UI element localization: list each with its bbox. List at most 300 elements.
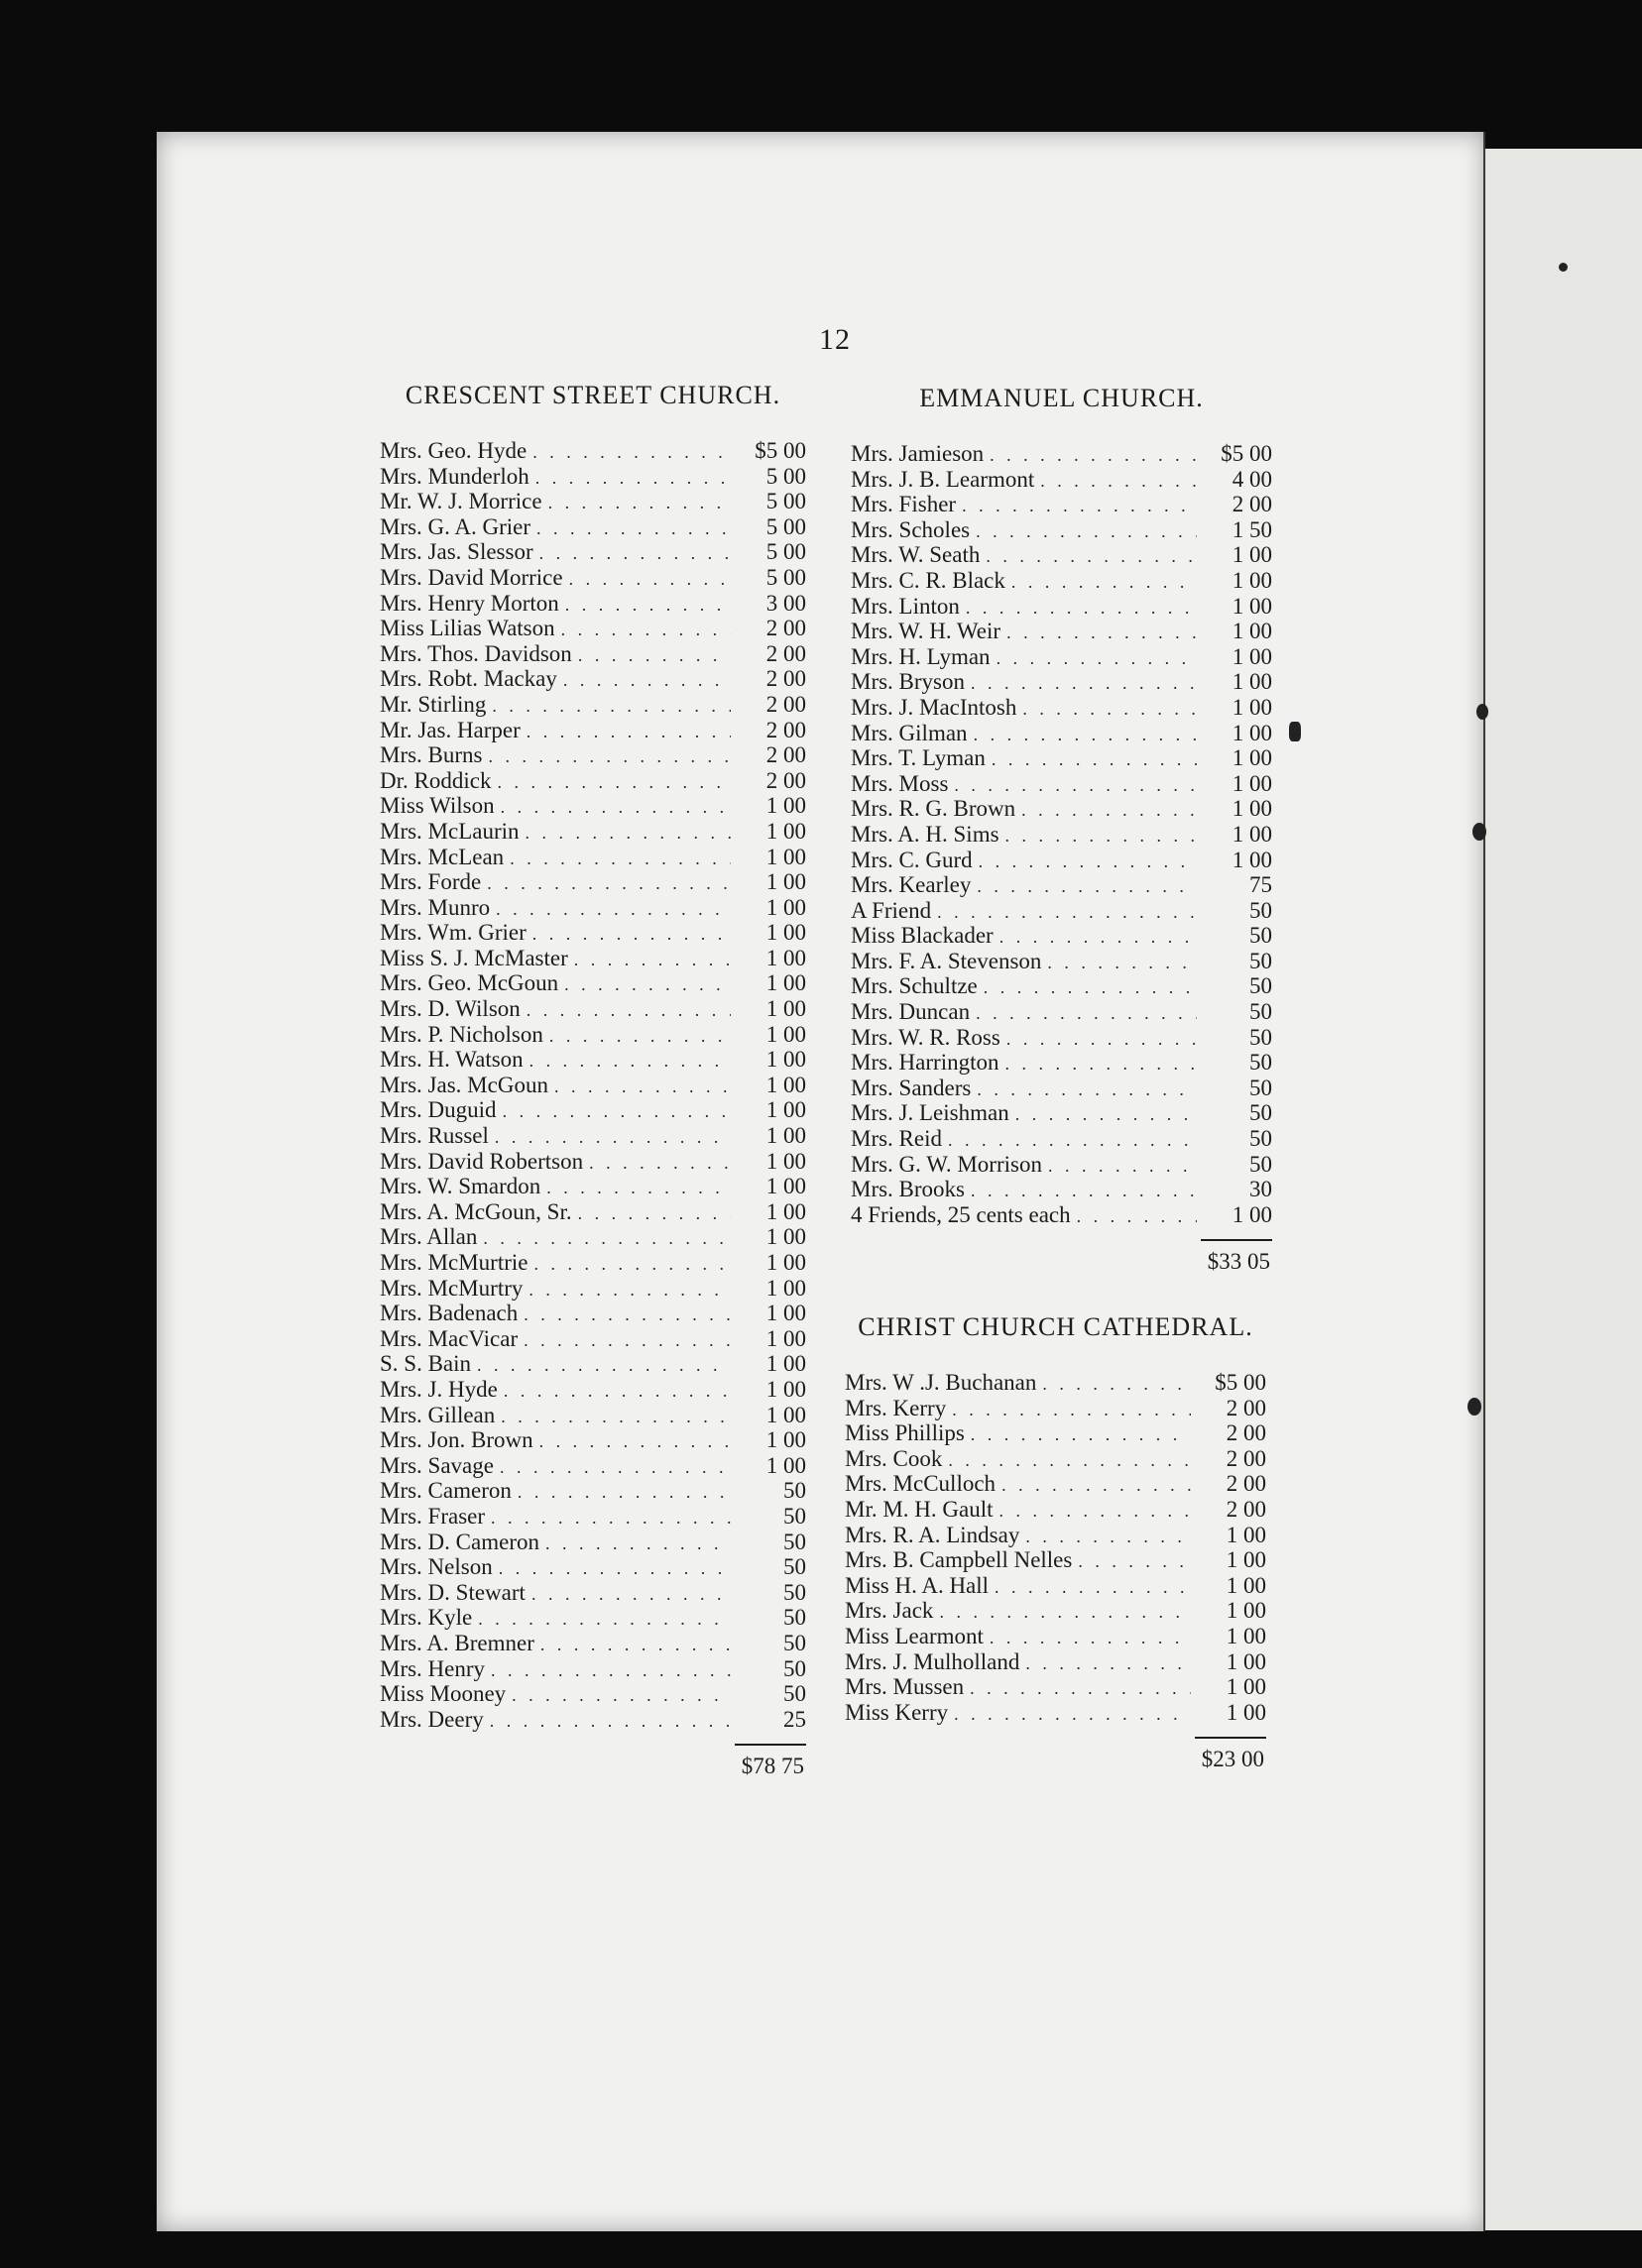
dot-leader: [1006, 621, 1197, 646]
donation-amount: 2 00: [765, 717, 806, 742]
donor-entry: [851, 973, 1272, 999]
donor-name: Mrs. Brooks: [851, 1177, 966, 1202]
dot-leader: [490, 1709, 731, 1735]
donor-name: Mrs. A. Bremner: [380, 1630, 534, 1655]
donor-name: Mrs. Cook: [845, 1445, 943, 1471]
donation-amount: 1 00: [1226, 1674, 1266, 1700]
donor-name: Mrs. Jas. Slessor: [380, 539, 533, 565]
donor-entry: [851, 745, 1272, 771]
donor-name: Mrs. W .J. Buchanan: [845, 1370, 1037, 1395]
donor-entry: [845, 1624, 1266, 1649]
donation-amount: 50: [1249, 1024, 1272, 1050]
dot-leader: [574, 948, 731, 973]
donation-amount: 1 00: [765, 1325, 806, 1351]
dot-leader: [997, 646, 1197, 672]
donor-entry: [380, 768, 806, 794]
dot-leader: [536, 516, 731, 542]
donation-amount: 50: [783, 1478, 806, 1504]
donation-amount: 1 00: [765, 1148, 806, 1174]
donor-entry: [851, 492, 1272, 517]
donation-amount: 75: [1249, 872, 1272, 898]
dot-leader: [531, 1582, 731, 1608]
section-title: EMMANUEL CHURCH.: [919, 384, 1204, 412]
donor-name: Mrs. W. H. Weir: [851, 619, 1001, 644]
dot-leader: [939, 1600, 1191, 1626]
donation-amount: 1 00: [765, 1021, 806, 1047]
dot-leader: [561, 618, 731, 643]
donor-entry: [851, 771, 1272, 797]
donor-entry: [845, 1649, 1266, 1675]
donor-entry: [851, 949, 1272, 974]
donor-entry: [380, 996, 806, 1022]
section-title: CHRIST CHURCH CATHEDRAL.: [858, 1312, 1253, 1341]
donation-amount: 50: [783, 1554, 806, 1580]
donor-name: Mrs. Schultze: [851, 973, 978, 999]
scan-speck: [1472, 823, 1486, 841]
donor-entry: [380, 1554, 806, 1580]
donor-entry: [380, 1149, 806, 1175]
donor-name: Mrs. McLean: [380, 844, 505, 869]
donor-entry: [845, 1420, 1266, 1446]
donor-entry: [380, 1681, 806, 1707]
donor-name: Mrs. Gilman: [851, 720, 968, 745]
donation-amount: 1 00: [765, 869, 806, 895]
dot-leader: [966, 596, 1197, 622]
donor-entry: [851, 1050, 1272, 1076]
dot-leader: [478, 1607, 731, 1633]
dot-leader: [549, 1024, 731, 1050]
donor-name: Miss Wilson: [380, 793, 495, 819]
donor-entry: [851, 1025, 1272, 1051]
donor-name: Mrs. Scholes: [851, 516, 971, 542]
donor-name: Miss H. A. Hall: [845, 1572, 990, 1598]
donor-entry: [380, 819, 806, 845]
donor-list: [851, 441, 1272, 1227]
donor-entry: [845, 1598, 1266, 1624]
donor-entry: [851, 517, 1272, 543]
dot-leader: [539, 1429, 731, 1455]
donation-amount: 1 00: [1232, 567, 1272, 593]
donor-name: 4 Friends, 25 cents each: [851, 1201, 1071, 1227]
donation-amount: 50: [1249, 948, 1272, 973]
dot-leader: [510, 847, 731, 872]
dot-leader: [999, 1499, 1192, 1525]
donor-entry: [845, 1573, 1266, 1599]
donor-entry: [380, 970, 806, 996]
donation-amount: 1 00: [1232, 796, 1272, 822]
dot-leader: [971, 671, 1197, 697]
dot-leader: [984, 975, 1197, 1001]
donor-list: [845, 1370, 1266, 1725]
section-total: $78 75: [741, 1754, 804, 1779]
donation-amount: 2 00: [765, 640, 806, 666]
donor-name: Mrs. G. A. Grier: [380, 513, 531, 539]
donor-name: Mrs. Linton: [851, 593, 960, 619]
donor-entry: [380, 742, 806, 768]
dot-leader: [952, 1398, 1191, 1423]
donation-amount: 1 50: [1232, 516, 1272, 542]
donation-amount: 50: [1249, 1075, 1272, 1100]
donor-entry: [845, 1471, 1266, 1497]
dot-leader: [979, 850, 1197, 875]
donation-amount: 5 00: [765, 489, 806, 514]
donor-name: Mrs. F. A. Stevenson: [851, 948, 1042, 973]
donor-name: Miss Blackader: [851, 923, 994, 949]
donor-entry: [380, 1530, 806, 1555]
donor-entry: [851, 1100, 1272, 1126]
donor-name: Miss Kerry: [845, 1699, 949, 1725]
donor-name: S. S. Bain: [380, 1351, 472, 1377]
donor-name: Mrs. Nelson: [380, 1554, 493, 1580]
donor-name: Mrs. Fraser: [380, 1503, 486, 1529]
donation-amount: 1 00: [765, 1047, 806, 1073]
donation-amount: 1 00: [1232, 720, 1272, 745]
donor-entry: [380, 464, 806, 490]
donation-amount: 2 00: [1226, 1395, 1266, 1420]
donor-name: Mrs. B. Campbell Nelles: [845, 1547, 1073, 1573]
donor-name: Mrs. J. Leishman: [851, 1100, 1009, 1126]
donation-amount: 1 00: [1232, 770, 1272, 796]
donation-amount: 50: [783, 1579, 806, 1605]
donor-name: Mrs. Robt. Mackay: [380, 666, 557, 692]
dot-leader: [1011, 570, 1197, 596]
donor-name: Mrs. Jack: [845, 1598, 934, 1624]
donor-name: Mrs. Jas. McGoun: [380, 1072, 548, 1097]
donor-name: Miss Lilias Watson: [380, 616, 555, 641]
donor-entry: [851, 467, 1272, 493]
section-title: CRESCENT STREET CHURCH.: [405, 381, 781, 409]
donor-entry: [380, 1224, 806, 1250]
donation-amount: 30: [1249, 1177, 1272, 1202]
donor-entry: [851, 796, 1272, 822]
donor-name: Mrs. Thos. Davidson: [380, 640, 572, 666]
dot-leader: [565, 593, 731, 619]
dot-leader: [1047, 951, 1197, 976]
donor-entry: [851, 669, 1272, 695]
dot-leader: [976, 519, 1197, 545]
dot-leader: [503, 1099, 731, 1125]
donor-entry: [380, 869, 806, 895]
donation-amount: 1 00: [765, 1301, 806, 1326]
donor-name: Mrs. Kearley: [851, 872, 972, 898]
donor-entry: [845, 1497, 1266, 1523]
donor-entry: [380, 1351, 806, 1377]
donor-entry: [851, 1177, 1272, 1202]
donor-name: Mrs. Deery: [380, 1706, 484, 1732]
dot-leader: [518, 1480, 731, 1506]
donor-entry: [845, 1547, 1266, 1573]
donation-amount: 1 00: [1232, 542, 1272, 568]
dot-leader: [1042, 1372, 1191, 1398]
donor-name: Mrs. A. McGoun, Sr.: [380, 1198, 572, 1224]
dot-leader: [500, 1455, 731, 1481]
donor-name: Mrs. H. Lyman: [851, 643, 991, 669]
donor-entry: [851, 1152, 1272, 1178]
donor-entry: [380, 1073, 806, 1098]
donation-amount: 4 00: [1232, 466, 1272, 492]
donor-name: Miss Learmont: [845, 1623, 984, 1648]
donation-amount: 1 00: [765, 970, 806, 996]
donation-amount: 25: [783, 1706, 806, 1732]
donor-entry: [851, 721, 1272, 746]
donor-entry: [380, 1097, 806, 1123]
dot-leader: [540, 1633, 731, 1658]
facing-page-edge: [1485, 149, 1642, 2230]
donor-entry: [851, 568, 1272, 594]
donation-amount: 1 00: [1226, 1572, 1266, 1598]
dot-leader: [999, 925, 1197, 951]
donor-entry: [851, 872, 1272, 898]
dot-leader: [1040, 469, 1197, 495]
dot-leader: [539, 541, 731, 567]
dot-leader: [564, 972, 731, 998]
donor-entry: [380, 1504, 806, 1530]
donor-name: Mrs. J. B. Learmont: [851, 466, 1035, 492]
donation-amount: 1 00: [1226, 1648, 1266, 1674]
document-page: [157, 132, 1485, 2231]
dot-leader: [491, 1506, 731, 1531]
donation-amount: 1 00: [765, 1351, 806, 1377]
donation-amount: 1 00: [765, 1224, 806, 1250]
dot-leader: [532, 922, 731, 948]
donor-name: Mrs. J. MacIntosh: [851, 694, 1017, 720]
dot-leader: [529, 1049, 731, 1075]
donor-name: Mr. W. J. Morrice: [380, 489, 542, 514]
donation-amount: 2 00: [765, 666, 806, 692]
donation-amount: 1 00: [1232, 745, 1272, 771]
donor-name: Mrs. Henry Morton: [380, 590, 559, 616]
scan-speck: [1476, 704, 1488, 720]
donor-name: Mrs. T. Lyman: [851, 745, 986, 771]
donation-amount: 1 00: [765, 1198, 806, 1224]
donor-name: Mrs. MacVicar: [380, 1325, 519, 1351]
donor-entry: [380, 1199, 806, 1225]
donor-entry: [851, 1076, 1272, 1101]
donation-amount: 2 00: [1226, 1496, 1266, 1522]
donation-amount: 1 00: [1232, 669, 1272, 695]
dot-leader: [948, 1128, 1197, 1154]
donor-entry: [851, 822, 1272, 848]
dot-leader: [512, 1683, 731, 1709]
dot-leader: [528, 1278, 731, 1304]
donor-name: Mrs. Geo. Hyde: [380, 438, 528, 463]
section-total: $33 05: [1207, 1249, 1270, 1275]
dot-leader: [976, 1001, 1197, 1027]
donation-amount: 1 00: [765, 996, 806, 1022]
donation-amount: 2 00: [1226, 1445, 1266, 1471]
donation-amount: 1 00: [765, 1275, 806, 1301]
donation-amount: 1 00: [765, 793, 806, 819]
donation-amount: 5 00: [765, 463, 806, 489]
donor-entry: [380, 845, 806, 870]
donor-entry: [851, 999, 1272, 1025]
dot-leader: [1001, 1473, 1191, 1499]
donor-entry: [380, 1605, 806, 1631]
dot-leader: [495, 1125, 731, 1151]
donation-amount: 2 00: [1226, 1471, 1266, 1497]
dot-leader: [535, 466, 731, 492]
donor-entry: [380, 489, 806, 514]
donor-name: Mrs. Bryson: [851, 669, 966, 695]
dot-leader: [974, 723, 1197, 748]
donor-entry: [380, 438, 806, 464]
dot-leader: [578, 1201, 731, 1227]
donor-name: Mrs. David Morrice: [380, 564, 563, 590]
donation-amount: $5 00: [1221, 441, 1272, 466]
donation-amount: 50: [1249, 1151, 1272, 1177]
dot-leader: [1006, 1027, 1197, 1053]
dot-leader: [977, 1077, 1197, 1103]
donor-name: Mrs. Kerry: [845, 1395, 947, 1420]
donor-entry: [380, 1377, 806, 1403]
donor-entry: [851, 695, 1272, 721]
donor-name: Mrs. Allan: [380, 1224, 478, 1250]
donation-amount: 50: [1249, 999, 1272, 1025]
dot-leader: [962, 494, 1197, 519]
donation-amount: 1 00: [765, 1072, 806, 1097]
donor-name: Mrs. Jon. Brown: [380, 1427, 533, 1453]
dot-leader: [954, 1702, 1191, 1728]
donor-name: Mrs. Munderloh: [380, 463, 529, 489]
donor-name: Mrs. Forde: [380, 869, 482, 895]
dot-leader: [990, 1626, 1191, 1651]
donation-amount: 1 00: [1226, 1699, 1266, 1725]
donor-name: Mrs. Cameron: [380, 1478, 512, 1504]
dot-leader: [569, 567, 731, 593]
donor-entry: [845, 1446, 1266, 1472]
dot-leader: [563, 668, 731, 694]
total-rule: [735, 1744, 806, 1746]
dot-leader: [489, 744, 731, 770]
donation-amount: 1 00: [1226, 1598, 1266, 1624]
dot-leader: [1025, 1651, 1191, 1677]
donation-amount: 50: [1249, 1126, 1272, 1152]
donation-amount: 1 00: [765, 1123, 806, 1149]
donor-name: Mrs. G. W. Morrison: [851, 1151, 1042, 1177]
emmanuel-church-section: [851, 384, 1272, 1275]
donation-amount: 1 00: [765, 818, 806, 844]
donor-entry: [380, 718, 806, 743]
donor-entry: [380, 1276, 806, 1302]
donation-amount: 1 00: [1232, 619, 1272, 644]
donor-name: Mrs. Sanders: [851, 1075, 972, 1100]
donation-amount: 1 00: [1226, 1547, 1266, 1573]
donation-amount: 50: [1249, 897, 1272, 923]
donation-amount: 1 00: [765, 1427, 806, 1453]
dot-leader: [977, 874, 1197, 900]
donor-name: Mrs. A. H. Sims: [851, 821, 999, 847]
dot-leader: [491, 1658, 731, 1684]
donation-amount: 1 00: [765, 1174, 806, 1199]
dot-leader: [545, 1531, 731, 1557]
page-number: 12: [819, 323, 851, 356]
donation-amount: 1 00: [765, 945, 806, 970]
donation-amount: 5 00: [765, 564, 806, 590]
donor-entry: [851, 1202, 1272, 1228]
donor-name: Mrs. Badenach: [380, 1301, 519, 1326]
donor-name: Mrs. David Robertson: [380, 1148, 584, 1174]
donation-amount: 1 00: [765, 1250, 806, 1275]
donor-entry: [380, 1326, 806, 1352]
donor-name: Mr. M. H. Gault: [845, 1496, 994, 1522]
donation-amount: 50: [783, 1529, 806, 1554]
donor-entry: [380, 1427, 806, 1453]
donor-entry: [380, 641, 806, 667]
donor-entry: [380, 692, 806, 718]
donor-name: Mrs. Munro: [380, 894, 491, 920]
dot-leader: [1048, 1154, 1197, 1180]
dot-leader: [492, 694, 731, 720]
crescent-street-church-section: [380, 381, 806, 1779]
donor-name: Mrs. Jamieson: [851, 441, 985, 466]
dot-leader: [527, 720, 731, 745]
donor-entry: [380, 1250, 806, 1276]
donor-name: Mrs. McLaurin: [380, 818, 520, 844]
dot-leader: [501, 795, 731, 821]
donor-entry: [380, 946, 806, 971]
donation-amount: 1 00: [765, 1376, 806, 1402]
donor-name: Mrs. Kyle: [380, 1605, 473, 1631]
donation-amount: 1 00: [765, 920, 806, 946]
dot-leader: [992, 747, 1197, 773]
donor-name: Mrs. P. Nicholson: [380, 1021, 543, 1047]
donor-entry: [380, 1580, 806, 1606]
donor-entry: [380, 920, 806, 946]
donor-entry: [380, 793, 806, 819]
donor-name: Mrs. D. Cameron: [380, 1529, 539, 1554]
donor-name: Mrs. Fisher: [851, 492, 957, 517]
dot-leader: [477, 1353, 731, 1379]
dot-leader: [948, 1448, 1191, 1474]
dot-leader: [1022, 697, 1197, 723]
dot-leader: [1004, 1052, 1197, 1077]
donation-amount: 2 00: [765, 742, 806, 768]
donation-amount: 1 00: [765, 1097, 806, 1123]
donor-entry: [380, 565, 806, 591]
donor-entry: [851, 644, 1272, 670]
donor-name: Mrs. Duguid: [380, 1097, 497, 1123]
donor-entry: [380, 1022, 806, 1048]
donor-entry: [380, 1123, 806, 1149]
donation-amount: 50: [1249, 1050, 1272, 1076]
donor-entry: [380, 1403, 806, 1428]
donor-name: Mrs. Mussen: [845, 1674, 965, 1700]
donation-amount: 2 00: [1226, 1420, 1266, 1446]
donor-name: Mrs. Gillean: [380, 1402, 496, 1427]
donation-amount: 50: [783, 1655, 806, 1681]
total-rule: [1201, 1239, 1272, 1241]
donor-name: Mrs. Geo. McGoun: [380, 970, 559, 996]
donor-entry: [851, 619, 1272, 644]
dot-leader: [524, 1303, 731, 1328]
dot-leader: [1015, 1102, 1197, 1128]
donor-entry: [380, 666, 806, 692]
donor-entry: [380, 895, 806, 921]
donor-entry: [851, 594, 1272, 620]
dot-leader: [589, 1151, 731, 1177]
donor-entry: [845, 1523, 1266, 1548]
donation-amount: 1 00: [1232, 643, 1272, 669]
donation-amount: 1 00: [1226, 1623, 1266, 1648]
dot-leader: [501, 1405, 731, 1430]
donor-entry: [380, 1047, 806, 1073]
dot-leader: [971, 1179, 1197, 1204]
donor-name: Mrs. D. Stewart: [380, 1579, 526, 1605]
donation-amount: 3 00: [765, 590, 806, 616]
donation-amount: 2 00: [765, 767, 806, 793]
donor-name: Mrs. Moss: [851, 770, 949, 796]
donor-name: Mrs. Burns: [380, 742, 483, 768]
